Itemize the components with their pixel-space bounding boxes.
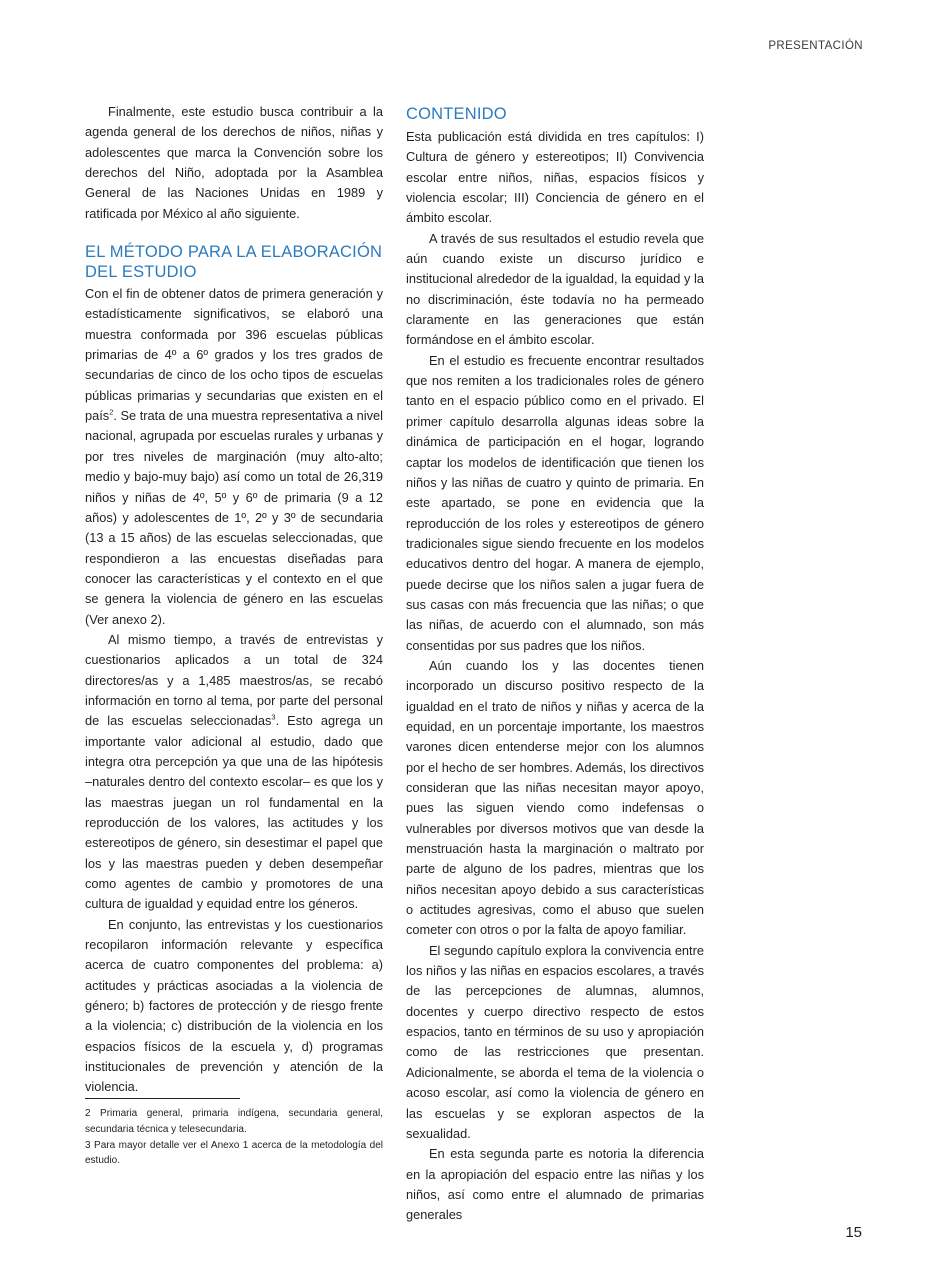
paragraph-conjunto: En conjunto, las entrevistas y los cuestionarios recopilaron información relevante y específica acerca de cuatro componentes del problema: a) actitudes y prácticas asociadas a la violencia de género; b) factores de protección y de riesgo frente a la violencia; c) distribución de la violencia en los espacios físicos de la escuela y, d) programas institucionales de prevención y atención de la violencia. — [85, 916, 383, 1095]
section-heading-metodo: EL MÉTODO PARA LA ELABORACIÓN DEL ESTUDIO — [85, 243, 383, 282]
paragraph-metodo — [85, 284, 383, 630]
footnotes — [85, 1106, 383, 1169]
paragraph-segunda-parte: En esta segunda parte es notoria la diferencia en la apropiación del espacio entre las niñas y los niños, así como entre el alumnado de primarias generales — [406, 1146, 704, 1223]
paragraph-mismo-text-a: Al mismo tiempo, a través de entrevistas y cuestionarios aplicados a un total de 324 directores/as y a 1,485 maestros/as, se recabó información en torno al tema, por parte del personal de las escuelas seleccionadas — [85, 631, 383, 729]
footnote-2: 2 Primaria general, primaria indígena, secundaria general, secundaria técnica y telesecundaria. — [85, 1108, 383, 1135]
section-heading-contenido: CONTENIDO — [406, 105, 507, 123]
paragraph-segundo-capitulo: El segundo capítulo explora la convivencia entre los niños y las niñas en espacios escolares, a través de las percepciones de alumnas, alumnos, docentes y cuerpo directivo respecto de estos espacios, tanto en términos de su uso y apropiación como de las restricciones que presentan. Adicionalmente, se aborda el tema de la violencia o acoso escolar, así como la violencia de género en las escuelas y se exploran aspectos de la sexualidad. — [406, 942, 704, 1141]
paragraph-aun-cuando: Aún cuando los y las docentes tienen incorporado un discurso positivo respecto de la igualdad en el trato de niños y niñas y acerca de la equidad, en un porcentaje importante, los maestros varones dicen entenderse mejor con los alumnos por el hecho de ser hombres. Además, los directivos consideran que las niñas necesitan mayor apoyo, pues las siguen viendo como indefensas o vulnerables por diversos motivos que van desde la menstruación hasta la marginación o maltrato por parte de alguno de los padres, mientras que los niños necesitan apoyo debido a sus características o actitudes agresivas, como el abuso que suelen cometer con otros o por la falta de apoyo familiar. — [406, 657, 704, 938]
paragraph-metodo-text-a: Con el fin de obtener datos de primera generación y estadísticamente significativos, se elaboró una muestra conformada por 396 escuelas públicas primarias de 4º a 6º grados y los tres grados de secundarias de cinco de los ocho tipos de escuelas públicas primarias y secundarias que existen en el país — [85, 286, 383, 424]
paragraph-finalmente: Finalmente, este estudio busca contribuir a la agenda general de los derechos de niños, niñas y adolescentes que marca la Convención sobre los derechos del Niño, adoptada por la Asamblea General de las Naciones Unidas en 1989 y ratificada por México al año siguiente. — [85, 104, 383, 221]
paragraph-metodo-text-b: . Se trata de una muestra representativa a nivel nacional, agrupada por escuelas rurales y urbanas y por tres niveles de marginación (muy alto-alto; medio y bajo-muy bajo) así como un total de 26,319 niños y niñas de 4º, 5º y 6º de primaria (9 a 12 años) y adolescentes de 1º, 2º y 3º de secundaria (13 a 15 años) de las escuelas seleccionadas, que respondieron a las encuestas diseñadas para conocer las características y el contexto en el que se genera la violencia de género en las escuelas (Ver anexo 2). — [85, 408, 383, 627]
footnote-ref-3: 3 — [271, 713, 276, 723]
paragraph-traves: A través de sus resultados el estudio revela que aún cuando existe un discurso jurídico e institucional alrededor de la igualdad, la equidad y la no discriminación, éste todavía no ha permeado claramente en las generaciones que están formándose en el ámbito escolar. — [406, 230, 704, 348]
footnote-divider — [85, 1098, 240, 1099]
right-column — [406, 102, 704, 1226]
footnote-ref-2: 2 — [109, 407, 114, 417]
paragraph-publicacion: Esta publicación está dividida en tres capítulos: I) Cultura de género y estereotipos; II) Convivencia escolar entre niños, niñas, espacios físicos y violencia escolar; III) Conciencia de género en el ámbito escolar. — [406, 129, 704, 226]
page-number: 15 — [845, 1224, 862, 1241]
footnote-3: 3 Para mayor detalle ver el Anexo 1 acerca de la metodología del estudio. — [85, 1139, 383, 1167]
paragraph-mismo-tiempo — [85, 630, 383, 915]
paragraph-estudio: En el estudio es frecuente encontrar resultados que nos remiten a los tradicionales roles de género tanto en el espacio público como en el privado. El primer capítulo desarrolla algunas ideas sobre la dinámica de participación en el hogar, logrando captar los modelos de identificación que tienen los niños y las niñas de cuatro y quinto de primaria. En este apartado, se pone en evidencia que la reproducción de los roles y estereotipos de género tradicionales sigue siendo frecuente en los modelos educativos dentro del hogar. A manera de ejemplo, puede decirse que los niños salen a jugar fuera de sus casas con más frecuencia que las niñas; o que las niñas, de acuerdo con el alumnado, son más consentidas por sus padres que los niños. — [406, 352, 704, 653]
left-column — [85, 102, 383, 1098]
paragraph-mismo-text-b: . Esto agrega un importante valor adicional al estudio, dado que integra otra percepción ya que una de las hipótesis –naturales dentro del contexto escolar– es que los y las maestras juegan un rol fundamental en la reproducción de los valores, las actitudes y los estereotipos de género, sin desestimar el papel que los y las maestras pueden y deben desempeñar como agentes de cambio y promotores de una cultura de igualdad y equidad entre los géneros. — [85, 713, 383, 912]
running-header: PRESENTACIÓN — [768, 40, 863, 52]
